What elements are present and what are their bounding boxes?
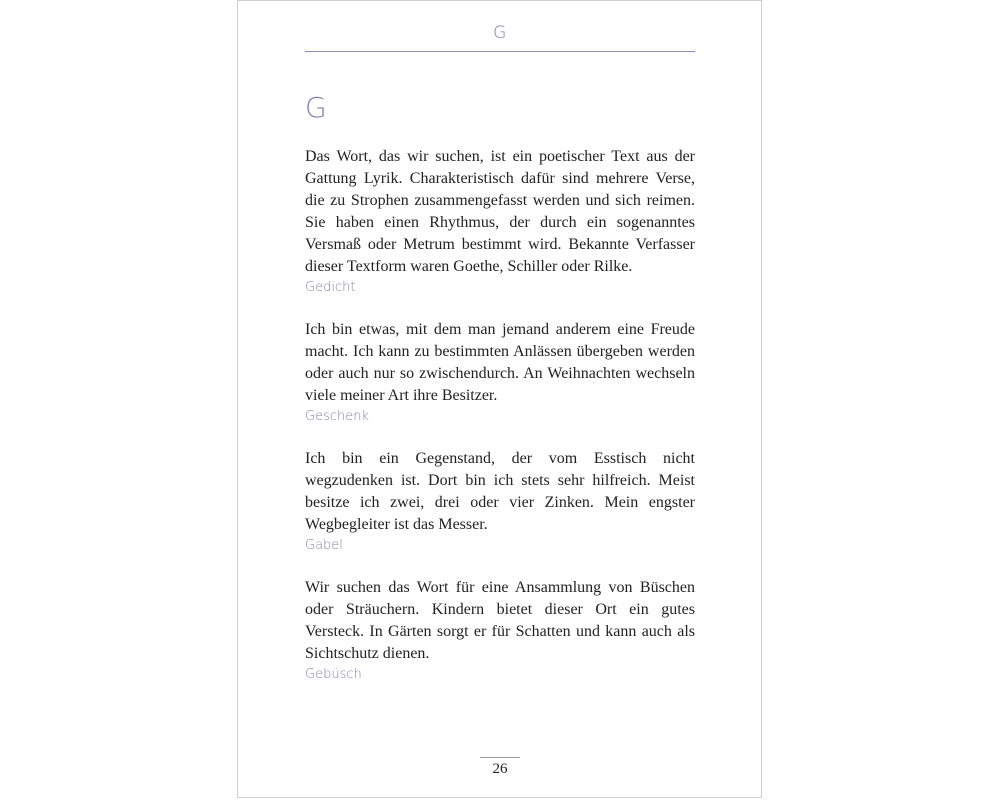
riddle-item: [305, 319, 695, 426]
footer-divider: [480, 757, 520, 758]
riddle-text: Wir suchen das Wort für eine Ansammlung von Büschen oder Sträuchern. Kindern bietet dieser Ort ein gutes Versteck. In Gärten sorgt er für Schatten und kann auch als Sichtschutz dienen.: [305, 579, 695, 662]
riddle-item: [305, 146, 695, 297]
running-header-title: G: [493, 23, 507, 43]
riddle-answer: Gabel: [305, 538, 343, 553]
page-number: 26: [492, 761, 508, 777]
riddle-text: Das Wort, das wir suchen, ist ein poetischer Text aus der Gattung Lyrik. Charakteristisch dafür sind mehrere Verse, die zu Strophen zusammengefasst werden und sich reimen. Sie haben einen Rhythmus, der durch ein sogenanntes Versmaß oder Metrum bestimmt wird. Bekannte Verfasser dieser Textform waren Goethe, Schiller oder Rilke.: [305, 148, 695, 275]
riddle-answer: Geschenk: [305, 409, 369, 424]
running-header: [305, 23, 695, 52]
riddle-text: Ich bin ein Gegenstand, der vom Esstisch nicht wegzudenken ist. Dort bin ich stets sehr hilfreich. Meist besitze ich zwei, drei oder vier Zinken. Mein engster Wegbegleiter ist das Messer.: [305, 450, 695, 533]
riddle-answer: Gedicht: [305, 280, 356, 295]
riddle-text: Ich bin etwas, mit dem man jemand anderem eine Freude macht. Ich kann zu bestimmten Anlässen übergeben werden oder auch nur so zwischendurch. An Weihnachten wechseln viele meiner Art ihre Besitzer.: [305, 321, 695, 404]
book-page: [237, 0, 762, 798]
section-heading: G: [305, 91, 327, 124]
riddle-answer: Gebüsch: [305, 667, 362, 682]
riddle-list: [305, 146, 695, 706]
riddle-item: [305, 577, 695, 684]
riddle-item: [305, 448, 695, 555]
